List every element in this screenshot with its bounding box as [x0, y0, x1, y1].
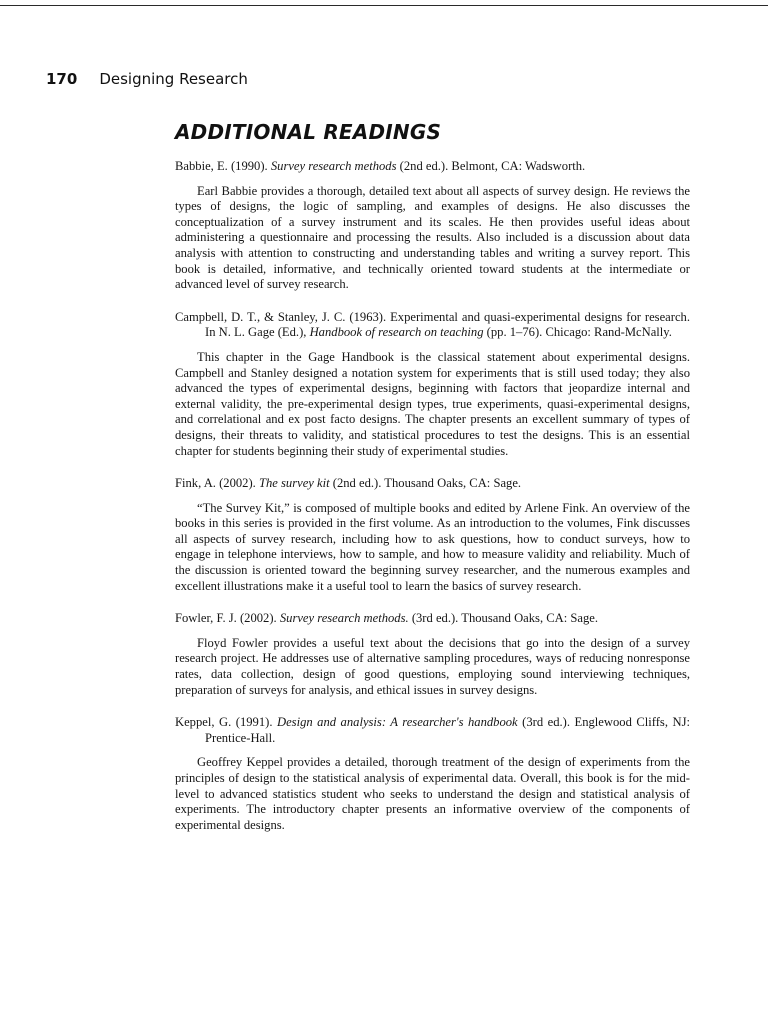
- citation: [175, 310, 690, 341]
- page-number: 170: [46, 70, 78, 88]
- citation-title: Survey research methods.: [279, 611, 409, 626]
- reading-entry-fink: [175, 476, 690, 594]
- citation-publisher: (2nd ed.). Belmont, CA: Wadsworth.: [396, 159, 586, 173]
- citation: [175, 476, 690, 492]
- citation-title: Design and analysis: A researcher's handbook: [276, 715, 518, 730]
- annotation: “The Survey Kit,” is composed of multiple books and edited by Arlene Fink. An overview of the books in this series is provided in the first volume. As an introduction to the volumes, Fink discusses all aspects of survey research, including how to ask questions, how to conduct surveys, how to engage in telephone interviews, how to sample, and how to measure validity and reliability. Much of the discussion is oriented toward the beginning survey researcher, and the numerous examples and excellent illustrations make it a useful tool to learn the basics of survey research.: [175, 500, 690, 593]
- citation-authors: Fowler, F. J. (2002).: [175, 611, 280, 626]
- running-head: [46, 70, 248, 88]
- citation-title: Survey research methods: [270, 159, 397, 173]
- citation-title: The survey kit: [258, 476, 330, 491]
- annotation: Geoffrey Keppel provides a detailed, thorough treatment of the design of experiments from the principles of design to the statistical analysis of experimental data. Overall, this book is for the mid-level to advanced statistics student who seeks to understand the design and statistical analysis of experiments. The introductory chapter presents an informative overview of the components of experimental designs.: [175, 755, 690, 832]
- citation-authors: Campbell, D. T., & Stanley, J. C. (1963). Experimental and quasi-experimental designs for research. In N. L. Gage (Ed.),: [175, 309, 690, 340]
- reading-entry-keppel: [175, 715, 690, 833]
- reading-entry-fowler: [175, 611, 690, 698]
- annotation: This chapter in the Gage Handbook is the classical statement about experimental designs. Campbell and Stanley designed a notation system for experiments that is still used today; they also advanced the types of experimental designs, beginning with factors that jeopardize internal and external validity, the pre-experimental design types, true experiments, quasi-experimental designs, and correlational and ex post facto designs. The chapter presents an excellent summary of types of designs, their threats to validity, and statistical procedures to test the designs. This is an essential chapter for students beginning their study of experimental studies.: [175, 349, 690, 458]
- citation: [175, 715, 690, 746]
- running-title: Designing Research: [99, 70, 248, 88]
- reading-entry-campbell: [175, 310, 690, 459]
- page-content: [175, 120, 690, 850]
- annotation: Floyd Fowler provides a useful text about the decisions that go into the design of a survey research project. He addresses use of alternative sampling procedures, ways of reducing nonresponse rates, data collection, design of good questions, employing sound interviewing techniques, preparation of surveys for analysis, and ethical issues in survey designs.: [175, 635, 690, 697]
- citation-publisher: (3rd ed.). Thousand Oaks, CA: Sage.: [408, 611, 599, 626]
- citation-authors: Fink, A. (2002).: [175, 476, 259, 491]
- top-rule: [0, 5, 768, 6]
- annotation: Earl Babbie provides a thorough, detailed text about all aspects of survey design. He reviews the types of designs, the logic of sampling, and examples of designs. He also discusses the conceptualization of a survey instrument and its scales. He then provides useful ideas about administering a questionnaire and processing the results. Also included is a discussion about data analysis with attention to constructing and understanding tables and writing a survey report. This book is detailed, informative, and technically oriented toward students at the intermediate or advanced level of survey research.: [175, 183, 690, 292]
- citation-publisher: (pp. 1–76). Chicago: Rand-McNally.: [483, 325, 672, 340]
- reading-entry-babbie: [175, 159, 690, 293]
- citation-publisher: (3rd ed.). Englewood Cliffs, NJ: Prentice-Hall.: [205, 715, 690, 745]
- citation-publisher: (2nd ed.). Thousand Oaks, CA: Sage.: [329, 476, 522, 491]
- citation-authors: Keppel, G. (1991).: [175, 715, 277, 730]
- citation: [175, 159, 690, 175]
- citation-title: Handbook of research on teaching: [309, 325, 484, 340]
- citation: [175, 611, 690, 627]
- citation-authors: Babbie, E. (1990).: [175, 159, 271, 173]
- section-title: ADDITIONAL READINGS: [175, 120, 442, 144]
